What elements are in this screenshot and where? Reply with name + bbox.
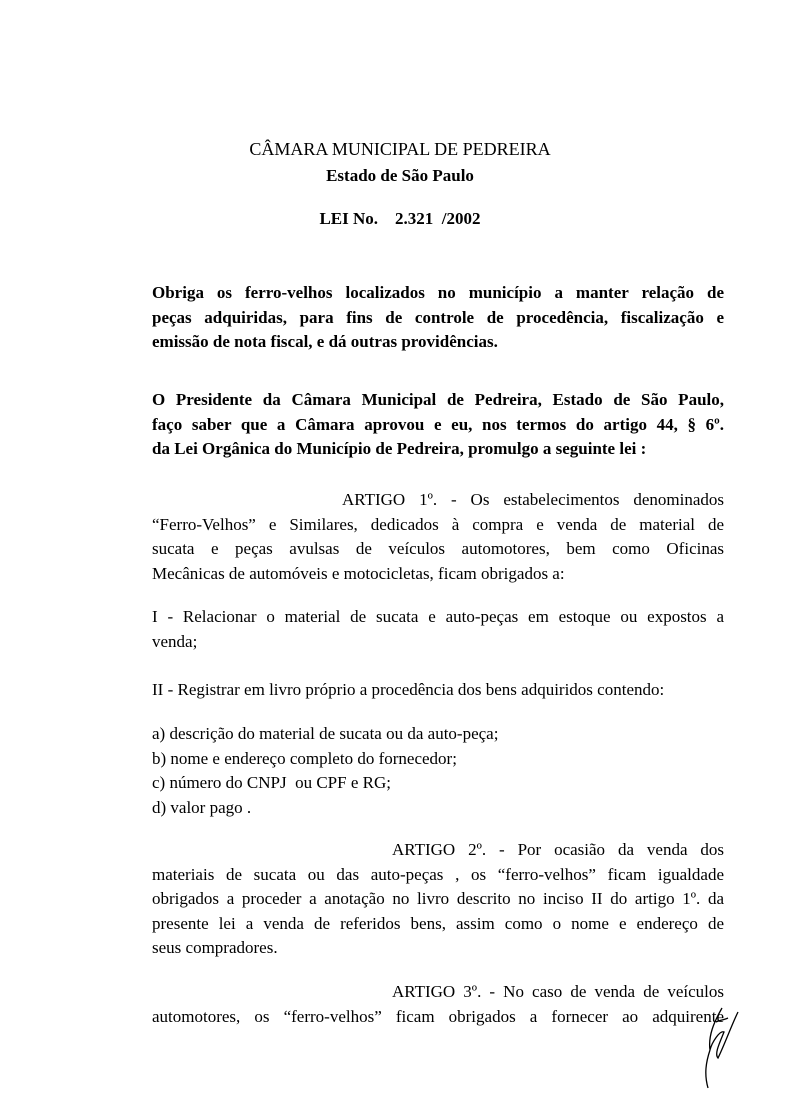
- inciso-line: venda;: [152, 631, 198, 651]
- artigo-line: Mecânicas de automóveis e motocicletas, ficam obrigados a:: [152, 563, 565, 583]
- inciso-line: I - Relacionar o material de sucata e auto-peças em estoque ou expostos a: [152, 607, 724, 626]
- artigo-line: ARTIGO 2º. - Por ocasião da venda dos: [392, 840, 724, 859]
- preamble-line: da Lei Orgânica do Município de Pedreira, promulgo a seguinte lei :: [152, 439, 647, 459]
- state-subtitle: Estado de São Paulo: [326, 166, 474, 185]
- institution-title: CÂMARA MUNICIPAL DE PEDREIRA: [249, 139, 551, 159]
- inciso-2-items: [152, 722, 724, 820]
- signature-initials: [694, 1002, 744, 1092]
- artigo-1: [152, 488, 724, 586]
- artigo-line: “Ferro-Velhos” e Similares, dedicados à compra e venda de material de: [152, 514, 724, 534]
- artigo-line: obrigados a proceder a anotação no livro descrito no inciso II do artigo 1º. da: [152, 889, 724, 909]
- preamble: [152, 388, 724, 462]
- list-item: b) nome e endereço completo do fornecedor;: [152, 748, 457, 768]
- artigo-line: presente lei a venda de referidos bens, assim como o nome e endereço de: [152, 913, 724, 933]
- artigo-line: automotores, os “ferro-velhos” ficam obrigados a fornecer ao adquirente: [152, 1006, 724, 1026]
- summary-line: peças adquiridas, para fins de controle de procedência, fiscalização e: [152, 307, 724, 327]
- artigo-3: [152, 980, 724, 1029]
- list-item: a) descrição do material de sucata ou da auto-peça;: [152, 724, 499, 743]
- preamble-line: O Presidente da Câmara Municipal de Pedreira, Estado de São Paulo,: [152, 390, 724, 409]
- artigo-2: [152, 838, 724, 961]
- summary-line: emissão de nota fiscal, e dá outras providências.: [152, 332, 498, 352]
- artigo-line: ARTIGO 1º. - Os estabelecimentos denominados: [342, 490, 724, 509]
- summary-line: Obriga os ferro-velhos localizados no município a manter relação de: [152, 283, 724, 302]
- inciso-2: [152, 678, 724, 703]
- list-item: d) valor pago .: [152, 797, 252, 817]
- artigo-line: materiais de sucata ou das auto-peças , os “ferro-velhos” ficam igualdade: [152, 864, 724, 884]
- law-summary: [152, 281, 724, 355]
- list-item: c) número do CNPJ ou CPF e RG;: [152, 773, 391, 793]
- artigo-line: ARTIGO 3º. - No caso de venda de veículos: [392, 982, 724, 1001]
- inciso-1: [152, 605, 724, 654]
- inciso-line: II - Registrar em livro próprio a procedência dos bens adquiridos contendo:: [152, 680, 665, 699]
- preamble-line: faço saber que a Câmara aprovou e eu, nos termos do artigo 44, § 6º.: [152, 414, 724, 434]
- law-number: LEI No. 2.321 /2002: [319, 209, 481, 228]
- artigo-line: sucata e peças avulsas de veículos automotores, bem como Oficinas: [152, 539, 724, 559]
- artigo-line: seus compradores.: [152, 938, 278, 958]
